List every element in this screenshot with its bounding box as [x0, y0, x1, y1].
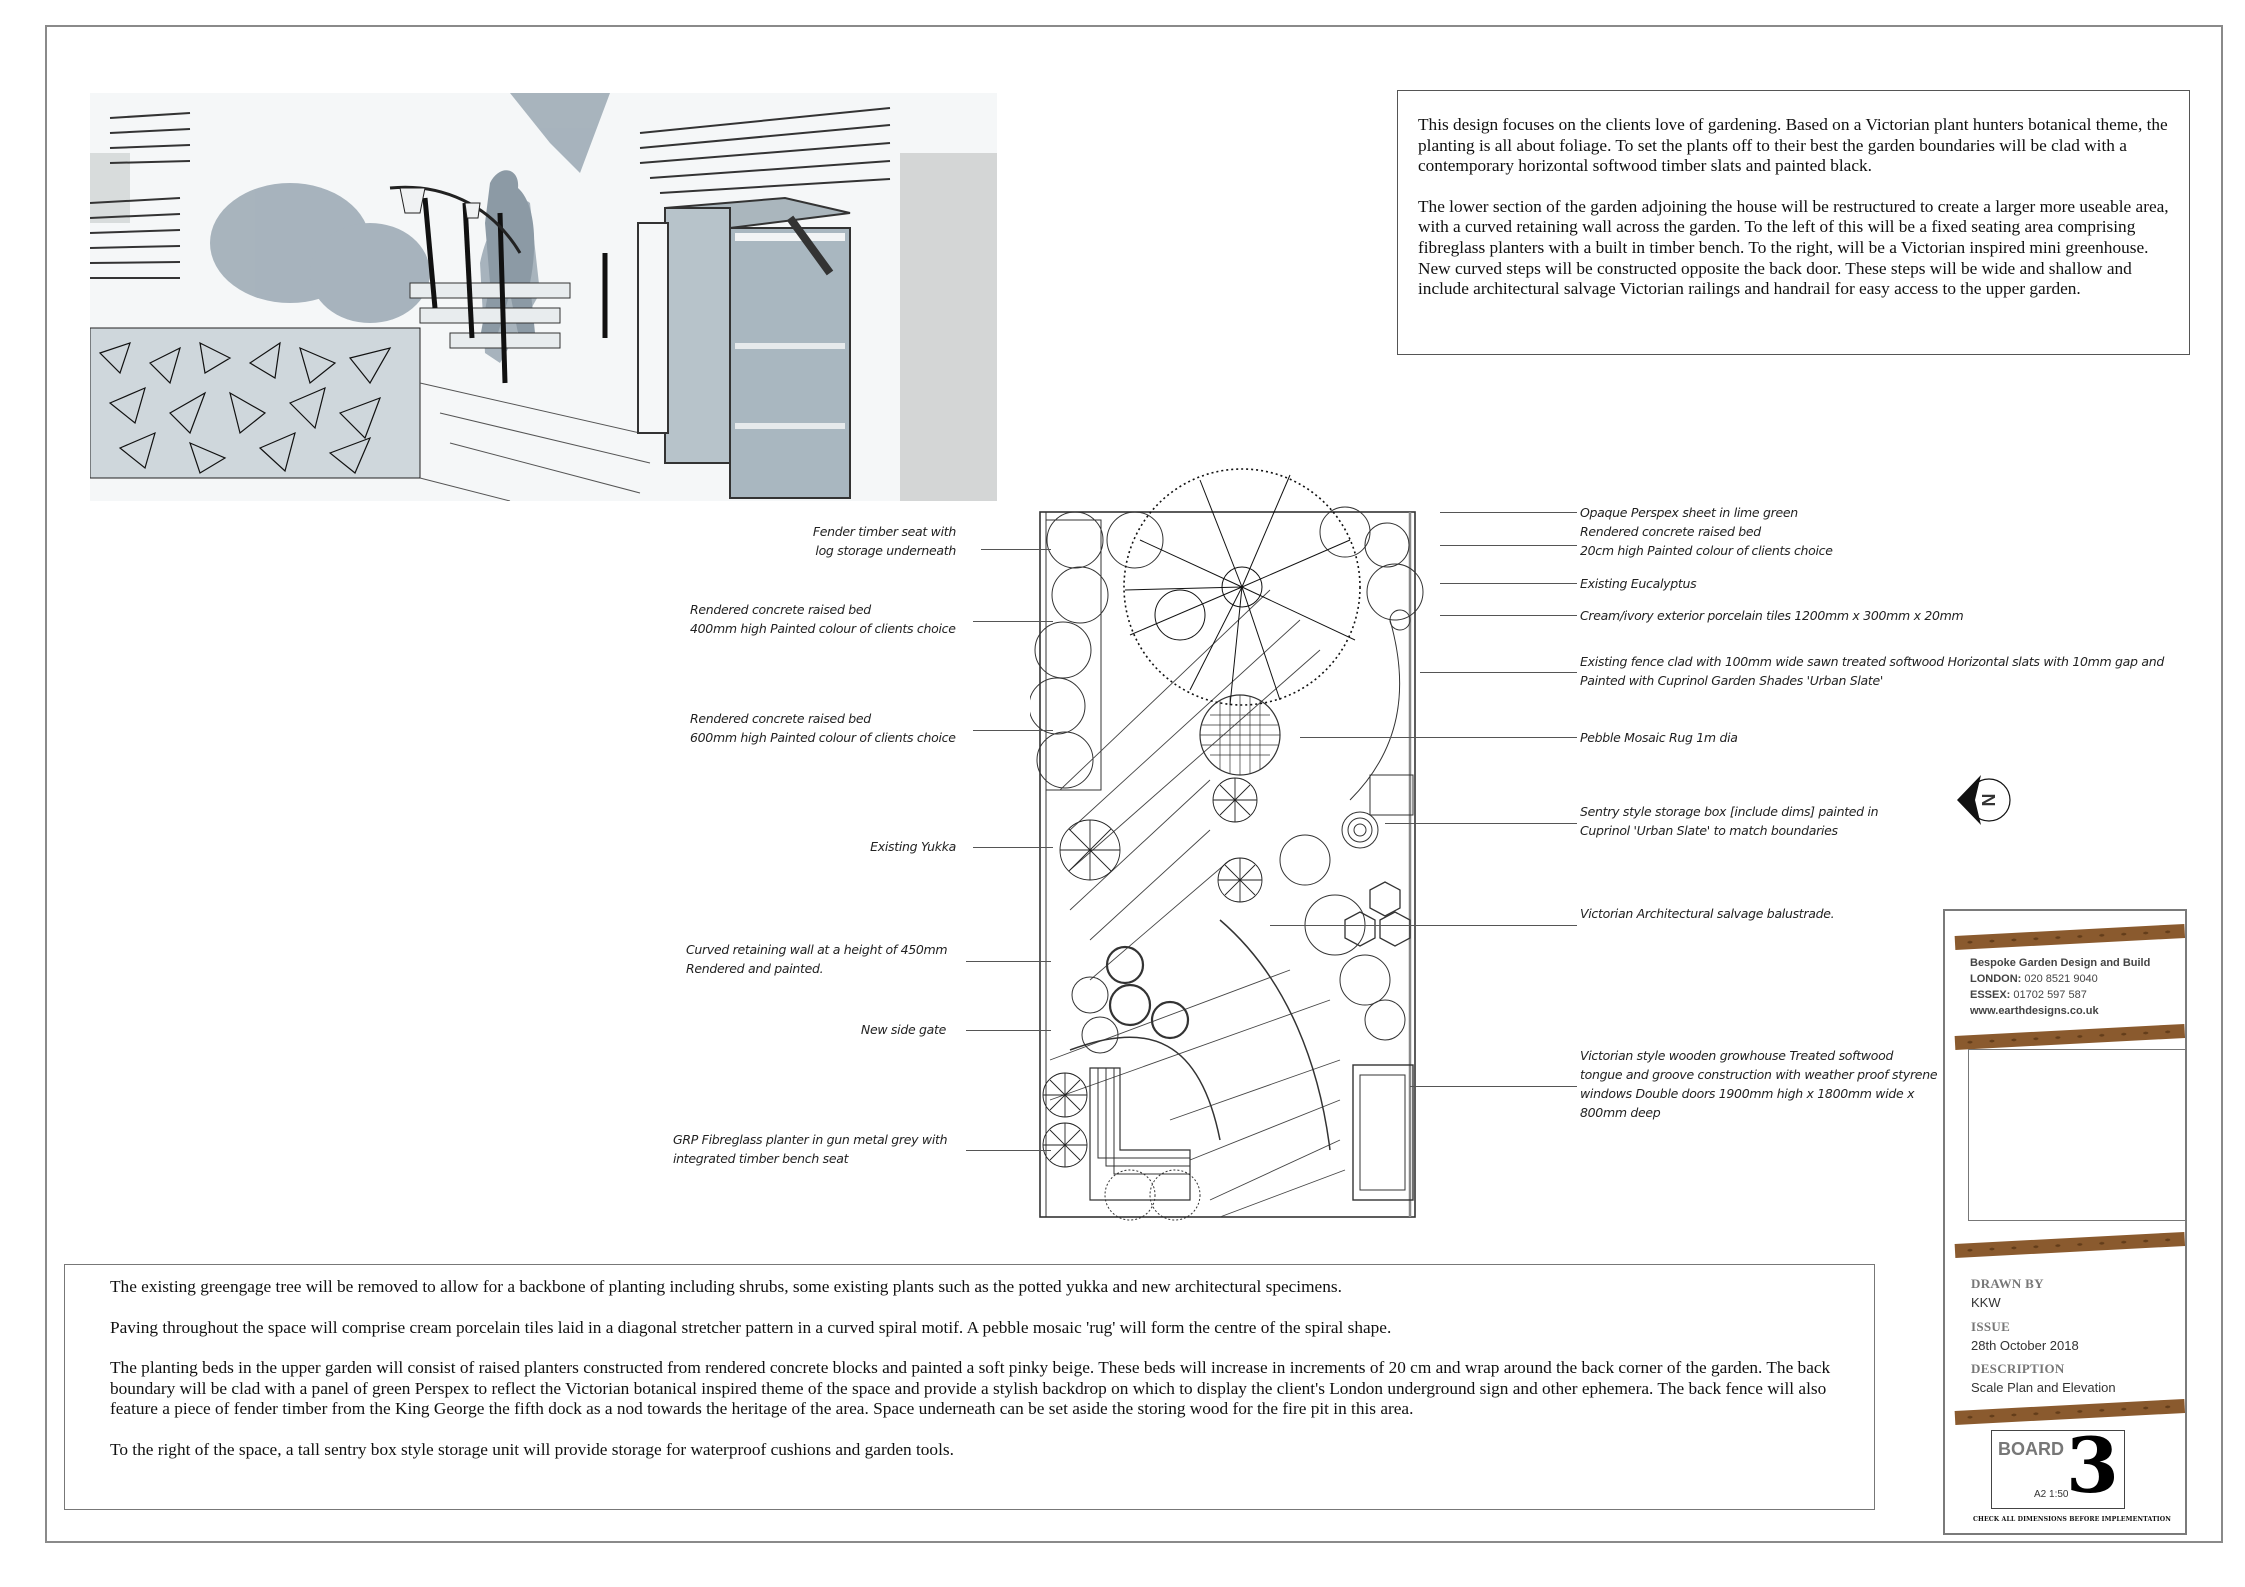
board-number-box [1991, 1421, 2125, 1510]
board-number: 3 [2066, 1421, 2119, 1510]
plan-label-raised-bed-400: Rendered concrete raised bed 400mm high Painted colour of clients choice [690, 602, 956, 636]
title-block [1943, 909, 2187, 1535]
essex-phone: 01702 597 587 [2013, 989, 2087, 1001]
north-arrow-icon [1955, 770, 2015, 830]
plan-label-grp-planter: GRP Fibreglass planter in gun metal grey with integrated timber bench seat [673, 1132, 948, 1166]
plan-label-side-gate: New side gate [860, 1022, 946, 1037]
issue-date: 28th October 2018 [1971, 1338, 2079, 1353]
logo-placeholder [1968, 1049, 2186, 1221]
description-label: DESCRIPTION [1971, 1361, 2065, 1376]
plan-label-eucalyptus: Existing Eucalyptus [1580, 576, 1697, 591]
north-letter: N [1979, 793, 1999, 807]
description-paragraph: The lower section of the garden adjoining the house will be restructured to create a larger more useable area, with a curved retaining wall across the garden. To the left of this will be a fixed seating area comprising fibreglass planters with a built in timber bench. To the right, will be a Victorian inspired mini greenhouse. New curved steps will be constructed opposite the back door. These steps will be wide and shallow and include architectural salvage Victorian railings and handrail for easy access to the upper garden. [1418, 196, 2169, 299]
leader-line [1300, 737, 1577, 738]
drawn-by-value: KKW [1971, 1295, 2001, 1310]
planting-and-paving-description [64, 1264, 1875, 1510]
plan-label-raised-bed-600: Rendered concrete raised bed 600mm high Painted colour of clients choice [690, 711, 956, 745]
leader-line [1410, 1086, 1577, 1087]
plan-label-fender-seat: Fender timber seat with log storage underneath [812, 524, 956, 558]
leader-line [1440, 615, 1577, 616]
timber-divider [1955, 924, 2185, 950]
leader-line [1440, 512, 1577, 513]
company-name: Bespoke Garden Design and Build [1970, 957, 2151, 969]
company-website: www.earthdesigns.co.uk [1970, 1005, 2099, 1017]
plan-label-existing-yukka: Existing Yukka [870, 839, 956, 854]
description-paragraph: This design focuses on the clients love of gardening. Based on a Victorian plant hunters botanical theme, the planting is all about foliage. To set the plants off to their best the garden boundaries will be clad with a contemporary horizontal softwood timber slats and painted black. [1418, 115, 2168, 176]
london-label: LONDON: [1970, 973, 2022, 985]
plan-label-porcelain-tiles: Cream/ivory exterior porcelain tiles 1200mm x 300mm x 20mm [1580, 608, 1964, 623]
leader-line [1440, 545, 1577, 546]
plan-label-pebble-rug: Pebble Mosaic Rug 1m dia [1580, 730, 1738, 745]
essex-label: ESSEX: [1970, 989, 2011, 1001]
leader-line [1440, 583, 1577, 584]
leader-line [1385, 823, 1577, 824]
garden-scale-plan [1030, 460, 1450, 1240]
north-arrow [1955, 770, 2015, 830]
leader-line [966, 961, 1051, 962]
drawn-by-label: DRAWN BY [1971, 1276, 2044, 1291]
company-details [1970, 955, 2150, 1019]
garden-perspective-render [90, 93, 997, 501]
timber-divider [1955, 1232, 2185, 1258]
issue-label: ISSUE [1971, 1319, 2011, 1334]
paper-size-scale: A2 1:50 [2034, 1489, 2069, 1500]
description-paragraph: To the right of the space, a tall sentry box style storage unit will provide storage for waterproof cushions and garden tools. [110, 1439, 954, 1459]
leader-line [973, 730, 1053, 731]
leader-line [1420, 672, 1577, 673]
check-dimensions-note: CHECK ALL DIMENSIONS BEFORE IMPLEMENTATION [1973, 1516, 2172, 1523]
description-paragraph: The planting beds in the upper garden will consist of raised planters constructed from rendered concrete blocks and painted a soft pinky beige. These beds will increase in increments of 20 cm and wrap around the back corner of the garden. The back boundary will be clad with a panel of green Perspex to reflect the Victorian botanical inspired theme of the space and provide a stylish backdrop on which to display the client's London underground sign and other ephemera. The back fence will also feature a piece of fender timber from the King George the fifth dock as a nod towards the heritage of the area. Space underneath can be set aside the storing wood for the fire pit in this area. [110, 1358, 1831, 1419]
plan-label-fence-cladding: Existing fence clad with 100mm wide sawn treated softwood Horizontal slats with 10mm gap and Painted with Cuprinol Garden Shades 'Urban Slate' [1580, 654, 2164, 688]
plan-label-balustrade: Victorian Architectural salvage balustrade. [1580, 906, 1835, 921]
leader-line [973, 621, 1053, 622]
plan-label-retaining-wall: Curved retaining wall at a height of 450mm Rendered and painted. [686, 942, 948, 976]
plan-label-storage-box: Sentry style storage box [include dims] painted in Cuprinol 'Urban Slate' to match boundaries [1580, 804, 1879, 838]
plan-label-perspex-sheet: Opaque Perspex sheet in lime green [1580, 505, 1798, 520]
leader-line [981, 549, 1051, 550]
london-phone: 020 8521 9040 [2024, 973, 2098, 985]
design-concept-description [1397, 90, 2190, 355]
leader-line [966, 1030, 1051, 1031]
leader-line [1270, 925, 1577, 926]
board-label: BOARD [1998, 1439, 2064, 1459]
description-value: Scale Plan and Elevation [1971, 1380, 2116, 1395]
leader-line [973, 847, 1053, 848]
plan-label-raised-bed-20cm: Rendered concrete raised bed 20cm high Painted colour of clients choice [1580, 524, 1833, 558]
timber-divider [1955, 1024, 2185, 1050]
plan-label-growhouse: Victorian style wooden growhouse Treated softwood tongue and groove construction with weather proof styrene windows Double doors 1900mm high x 1800mm wide x 800mm deep [1580, 1048, 1938, 1120]
description-paragraph: The existing greengage tree will be removed to allow for a backbone of planting including shrubs, some existing plants such as the potted yukka and new architectural specimens. [110, 1277, 1342, 1296]
description-paragraph: Paving throughout the space will comprise cream porcelain tiles laid in a diagonal stretcher pattern in a curved spiral motif. A pebble mosaic 'rug' will form the centre of the spiral shape. [110, 1317, 1392, 1337]
leader-line [966, 1150, 1051, 1151]
